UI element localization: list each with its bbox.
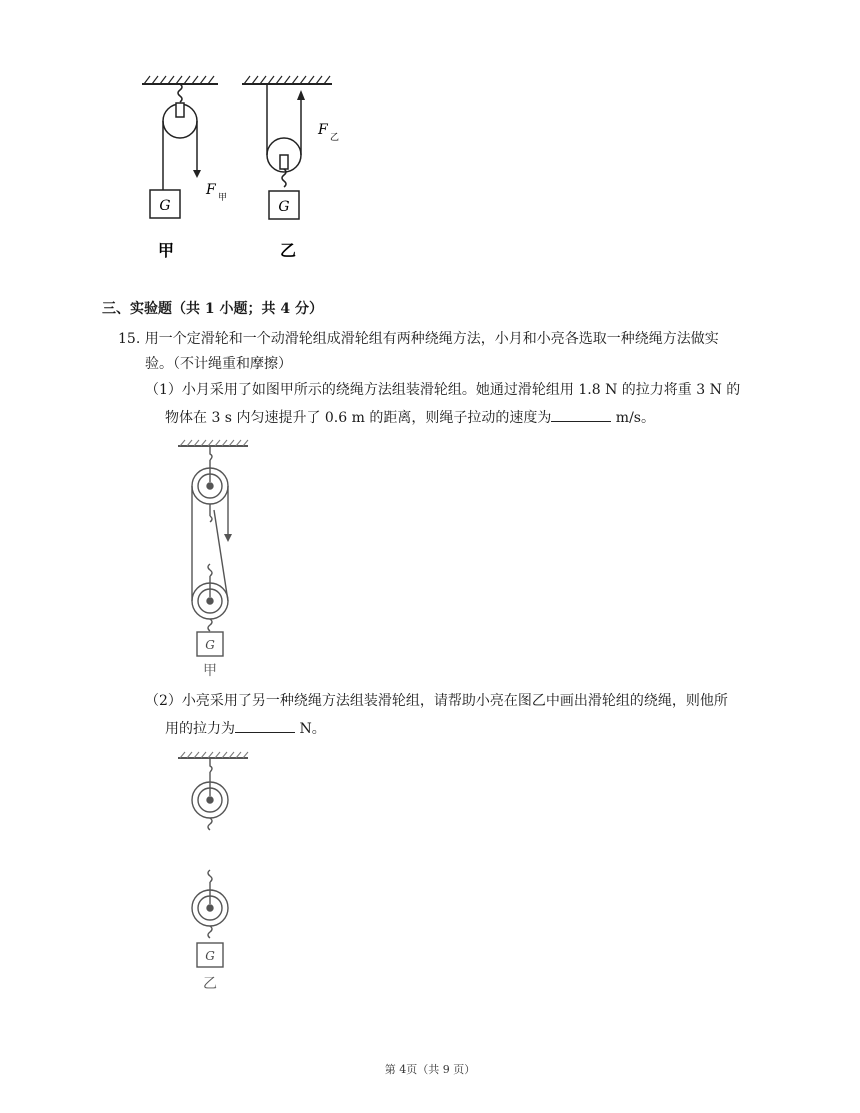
page-footer: 第 4页（共 9 页）: [384, 1063, 476, 1076]
part1-line2-pre: 物体在 3 s 内匀速提升了 0.6 m 的距离，则绳子拉动的速度为: [165, 410, 552, 426]
top-pulley-figure: [130, 70, 350, 270]
fixed-pulley: [150, 84, 201, 218]
weight-label-jia: G: [159, 198, 171, 214]
answer-blank-force[interactable]: [235, 717, 295, 733]
force-sub-jia: 甲: [218, 193, 228, 203]
part2-line2-post: N。: [295, 721, 326, 737]
figure-yi-pulley-block[interactable]: [170, 748, 260, 998]
caption-jia: 甲: [157, 241, 175, 260]
force-label-jia: F: [206, 182, 216, 198]
ceiling-yi: [178, 752, 248, 758]
force-sub-yi: 乙: [330, 133, 340, 143]
figure-jia-pulley-block: [170, 436, 260, 684]
part1-line2: [165, 406, 655, 428]
ceiling-left: [142, 76, 218, 84]
weight-label-yi: G: [278, 199, 290, 215]
figure-yi-caption: 乙: [203, 976, 217, 992]
answer-blank-speed[interactable]: [551, 406, 611, 422]
part2-line1: （2）小亮采用了另一种绕绳方法组装滑轮组，请帮助小亮在图乙中画出滑轮组的绕绳，则他所: [145, 693, 728, 709]
figure-jia-caption: 甲: [203, 663, 217, 679]
pull-arrow-jia: [224, 534, 232, 542]
force-label-yi: F: [318, 122, 328, 138]
figure-jia-weight-label: G: [205, 638, 215, 652]
part1-line2-post: m/s。: [611, 410, 655, 426]
question-stem-line2: 验。（不计绳重和摩擦）: [145, 356, 292, 372]
section-heading: 三、实验题（共 1 小题；共 4 分）: [102, 301, 323, 317]
part2-line2-pre: 用的拉力为: [165, 721, 235, 737]
part2-line2: [165, 717, 326, 739]
ceiling-right: [242, 76, 332, 84]
caption-yi: 乙: [279, 241, 297, 260]
figure-yi-weight-label: G: [205, 949, 215, 963]
part1-line1: （1）小月采用了如图甲所示的绕绳方法组装滑轮组。她通过滑轮组用 1.8 N 的拉力将重 3 N 的: [145, 382, 741, 398]
ceiling-jia: [178, 440, 248, 446]
question-stem-line1: 15. 用一个定滑轮和一个动滑轮组成滑轮组有两种绕绳方法，小月和小亮各选取一种绕绳方法做实: [118, 331, 719, 347]
